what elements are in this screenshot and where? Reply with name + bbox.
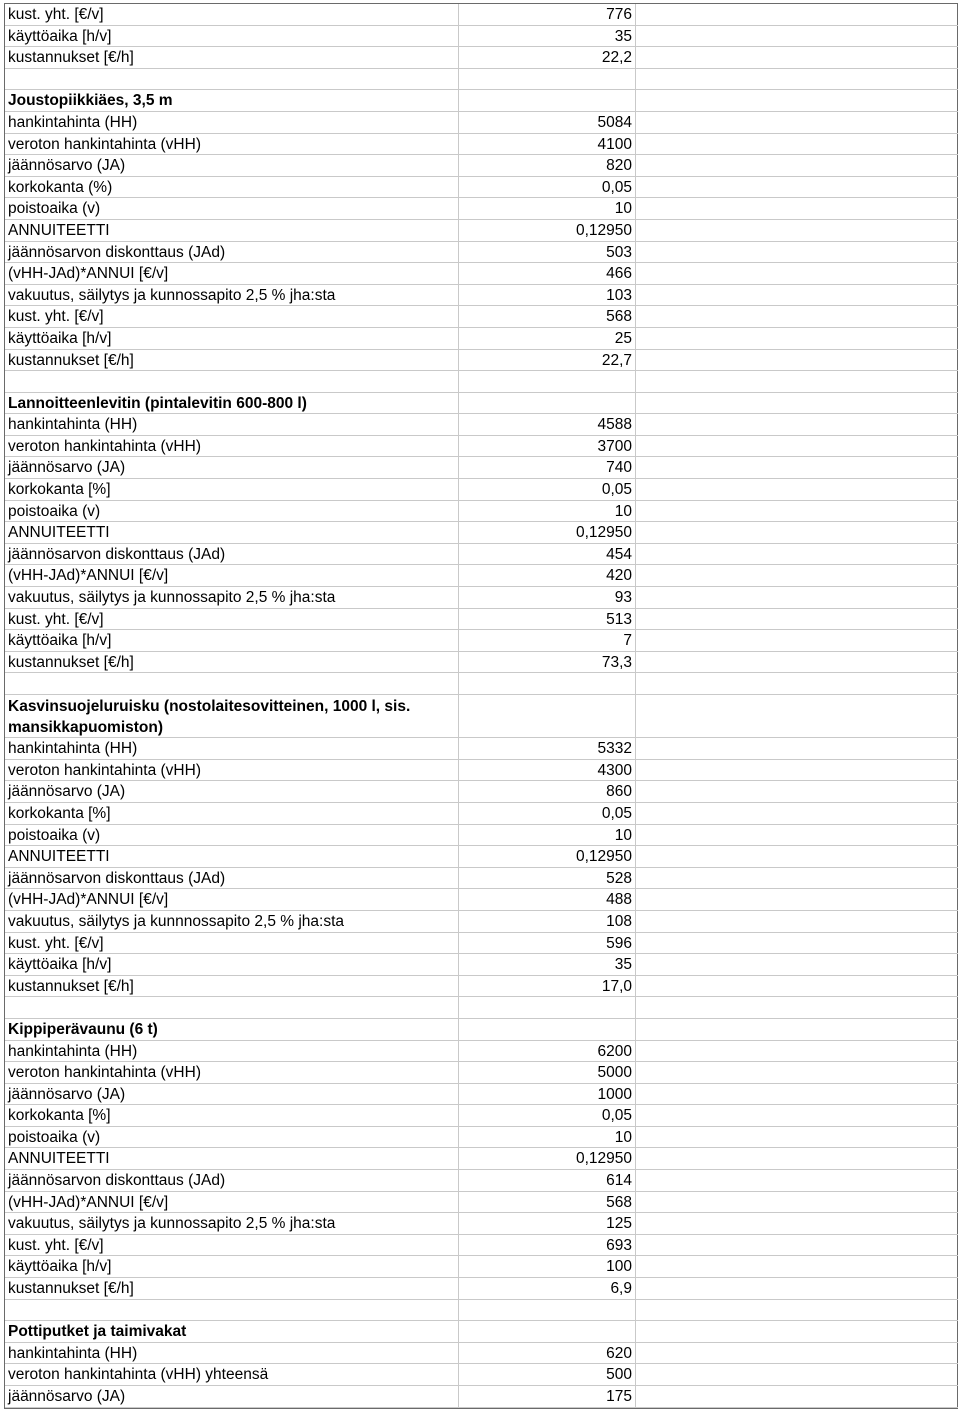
row-value[interactable]: 620	[459, 1343, 636, 1364]
empty-cell[interactable]	[636, 371, 958, 392]
table-row	[5, 889, 958, 911]
empty-cell[interactable]	[636, 933, 958, 954]
row-value[interactable]: 4588	[459, 414, 636, 435]
row-value[interactable]: 7	[459, 630, 636, 651]
empty-cell[interactable]	[636, 846, 958, 867]
row-label[interactable]: ANNUITEETTI	[5, 522, 459, 543]
section-title[interactable]: Lannoitteenlevitin (pintalevitin 600-800 l)	[5, 393, 459, 414]
table-row	[5, 1127, 958, 1149]
row-label[interactable]: (vHH-JAd)*ANNUI [€/v]	[5, 565, 459, 586]
row-label[interactable]: käyttöaika [h/v]	[5, 26, 459, 47]
row-label[interactable]	[5, 69, 459, 90]
row-value[interactable]	[459, 1019, 636, 1040]
row-label[interactable]: hankintahinta (HH)	[5, 1041, 459, 1062]
row-label[interactable]: jäännösarvo (JA)	[5, 1386, 459, 1407]
table-row	[5, 328, 958, 350]
row-label[interactable]: jäännösarvo (JA)	[5, 1084, 459, 1105]
empty-cell[interactable]	[636, 911, 958, 932]
row-label[interactable]: kustannukset [€/h]	[5, 47, 459, 68]
empty-cell[interactable]	[636, 1300, 958, 1321]
row-value[interactable]: 125	[459, 1213, 636, 1234]
empty-cell[interactable]	[636, 1343, 958, 1364]
empty-cell[interactable]	[636, 565, 958, 586]
row-value[interactable]: 860	[459, 781, 636, 802]
row-label[interactable]: poistoaika (v)	[5, 1127, 459, 1148]
table-row	[5, 1041, 958, 1063]
empty-cell[interactable]	[636, 760, 958, 781]
empty-cell[interactable]	[636, 263, 958, 284]
empty-cell[interactable]	[636, 738, 958, 759]
table-row	[5, 933, 958, 955]
table-row	[5, 501, 958, 523]
table-row	[5, 1213, 958, 1235]
empty-cell[interactable]	[636, 1084, 958, 1105]
row-value[interactable]: 5332	[459, 738, 636, 759]
row-value[interactable]: 4300	[459, 760, 636, 781]
row-label[interactable]: vakuutus, säilytys ja kunnossapito 2,5 % jha:sta	[5, 1213, 459, 1234]
row-label[interactable]: hankintahinta (HH)	[5, 1343, 459, 1364]
empty-cell[interactable]	[636, 1127, 958, 1148]
empty-cell[interactable]	[636, 673, 958, 694]
empty-cell[interactable]	[636, 436, 958, 457]
section-title[interactable]: Pottiputket ja taimivakat	[5, 1321, 459, 1342]
row-label[interactable]: kust. yht. [€/v]	[5, 933, 459, 954]
empty-cell[interactable]	[636, 544, 958, 565]
table-row	[5, 1386, 958, 1408]
row-value[interactable]: 0,05	[459, 803, 636, 824]
row-value[interactable]: 0,12950	[459, 522, 636, 543]
empty-cell[interactable]	[636, 1256, 958, 1277]
row-value[interactable]: 35	[459, 954, 636, 975]
table-row	[5, 242, 958, 264]
row-value[interactable]: 454	[459, 544, 636, 565]
empty-cell[interactable]	[636, 306, 958, 327]
empty-cell[interactable]	[636, 177, 958, 198]
table-row	[5, 1192, 958, 1214]
empty-cell[interactable]	[636, 868, 958, 889]
row-value[interactable]: 0,12950	[459, 1148, 636, 1169]
table-row	[5, 263, 958, 285]
table-row	[5, 738, 958, 760]
table-row	[5, 1278, 958, 1300]
empty-cell[interactable]	[636, 1041, 958, 1062]
row-value[interactable]: 0,05	[459, 177, 636, 198]
row-label[interactable]: veroton hankintahinta (vHH)	[5, 760, 459, 781]
table-row	[5, 1148, 958, 1170]
spacer-row	[5, 673, 958, 695]
section-header-row	[5, 393, 958, 415]
table-row	[5, 781, 958, 803]
row-value[interactable]: 596	[459, 933, 636, 954]
row-label[interactable]: kustannukset [€/h]	[5, 652, 459, 673]
row-label[interactable]: (vHH-JAd)*ANNUI [€/v]	[5, 889, 459, 910]
row-value[interactable]	[459, 393, 636, 414]
table-row	[5, 285, 958, 307]
row-label[interactable]: kust. yht. [€/v]	[5, 1235, 459, 1256]
row-label[interactable]: ANNUITEETTI	[5, 846, 459, 867]
row-label[interactable]: vakuutus, säilytys ja kunnossapito 2,5 % jha:sta	[5, 285, 459, 306]
row-label[interactable]: korkokanta [%]	[5, 1105, 459, 1126]
empty-cell[interactable]	[636, 4, 958, 25]
row-label[interactable]: veroton hankintahinta (vHH)	[5, 436, 459, 457]
table-row	[5, 565, 958, 587]
row-value[interactable]: 0,12950	[459, 846, 636, 867]
row-label[interactable]: kustannukset [€/h]	[5, 1278, 459, 1299]
empty-cell[interactable]	[636, 47, 958, 68]
row-value[interactable]: 6200	[459, 1041, 636, 1062]
table-row	[5, 26, 958, 48]
row-value[interactable]: 503	[459, 242, 636, 263]
section-header-row	[5, 1321, 958, 1343]
row-value[interactable]	[459, 695, 636, 737]
empty-cell[interactable]	[636, 328, 958, 349]
row-label[interactable]: jäännösarvon diskonttaus (JAd)	[5, 544, 459, 565]
table-row	[5, 846, 958, 868]
row-label[interactable]: käyttöaika [h/v]	[5, 630, 459, 651]
empty-cell[interactable]	[636, 889, 958, 910]
row-value[interactable]: 73,3	[459, 652, 636, 673]
row-value[interactable]: 420	[459, 565, 636, 586]
empty-cell[interactable]	[636, 954, 958, 975]
row-value[interactable]	[459, 69, 636, 90]
empty-cell[interactable]	[636, 1192, 958, 1213]
row-label[interactable]: kust. yht. [€/v]	[5, 4, 459, 25]
row-value[interactable]: 22,2	[459, 47, 636, 68]
row-label[interactable]: hankintahinta (HH)	[5, 112, 459, 133]
empty-cell[interactable]	[636, 69, 958, 90]
empty-cell[interactable]	[636, 242, 958, 263]
row-value[interactable]: 488	[459, 889, 636, 910]
row-label[interactable]: hankintahinta (HH)	[5, 738, 459, 759]
row-value[interactable]: 528	[459, 868, 636, 889]
row-label[interactable]: käyttöaika [h/v]	[5, 1256, 459, 1277]
table-row	[5, 544, 958, 566]
row-label[interactable]: poistoaika (v)	[5, 501, 459, 522]
table-row	[5, 155, 958, 177]
row-label[interactable]: kustannukset [€/h]	[5, 350, 459, 371]
empty-cell[interactable]	[636, 1105, 958, 1126]
row-value[interactable]	[459, 90, 636, 111]
table-row	[5, 47, 958, 69]
row-value[interactable]: 1000	[459, 1084, 636, 1105]
table-row	[5, 760, 958, 782]
section-header-row	[5, 90, 958, 112]
empty-cell[interactable]	[636, 1364, 958, 1385]
row-value[interactable]: 740	[459, 457, 636, 478]
row-value[interactable]: 4100	[459, 134, 636, 155]
row-label[interactable]: jäännösarvon diskonttaus (JAd)	[5, 1170, 459, 1191]
row-value[interactable]: 568	[459, 306, 636, 327]
row-label[interactable]: jäännösarvo (JA)	[5, 781, 459, 802]
row-label[interactable]: hankintahinta (HH)	[5, 414, 459, 435]
row-value[interactable]: 776	[459, 4, 636, 25]
row-value[interactable]: 17,0	[459, 976, 636, 997]
table-row	[5, 1343, 958, 1365]
row-label[interactable]	[5, 371, 459, 392]
empty-cell[interactable]	[636, 220, 958, 241]
row-label[interactable]: jäännösarvo (JA)	[5, 457, 459, 478]
row-value[interactable]	[459, 1300, 636, 1321]
row-value[interactable]: 93	[459, 587, 636, 608]
row-label[interactable]: kust. yht. [€/v]	[5, 306, 459, 327]
row-value[interactable]: 22,7	[459, 350, 636, 371]
row-value[interactable]: 6,9	[459, 1278, 636, 1299]
empty-cell[interactable]	[636, 501, 958, 522]
table-row	[5, 587, 958, 609]
empty-cell[interactable]	[636, 1278, 958, 1299]
spacer-row	[5, 371, 958, 393]
empty-cell[interactable]	[636, 112, 958, 133]
row-label[interactable]: käyttöaika [h/v]	[5, 328, 459, 349]
row-label[interactable]: jäännösarvo (JA)	[5, 155, 459, 176]
table-row	[5, 911, 958, 933]
row-label[interactable]: jäännösarvon diskonttaus (JAd)	[5, 868, 459, 889]
row-label[interactable]: ANNUITEETTI	[5, 1148, 459, 1169]
empty-cell[interactable]	[636, 695, 958, 737]
row-value[interactable]	[459, 371, 636, 392]
table-row	[5, 954, 958, 976]
table-row	[5, 1364, 958, 1386]
row-value[interactable]: 693	[459, 1235, 636, 1256]
spacer-row	[5, 997, 958, 1019]
table-row	[5, 1062, 958, 1084]
table-row	[5, 177, 958, 199]
empty-cell[interactable]	[636, 479, 958, 500]
row-value[interactable]	[459, 1321, 636, 1342]
row-value[interactable]: 0,05	[459, 1105, 636, 1126]
empty-cell[interactable]	[636, 1321, 958, 1342]
row-label[interactable]: jäännösarvon diskonttaus (JAd)	[5, 242, 459, 263]
empty-cell[interactable]	[636, 1148, 958, 1169]
table-row	[5, 522, 958, 544]
row-label[interactable]: vakuutus, säilytys ja kunnossapito 2,5 % jha:sta	[5, 587, 459, 608]
table-row	[5, 1084, 958, 1106]
row-value[interactable]: 10	[459, 198, 636, 219]
row-value[interactable]: 466	[459, 263, 636, 284]
table-row	[5, 1256, 958, 1278]
table-row	[5, 803, 958, 825]
row-label[interactable]: korkokanta [%]	[5, 803, 459, 824]
section-title[interactable]: Kippiperävaunu (6 t)	[5, 1019, 459, 1040]
row-value[interactable]: 0,05	[459, 479, 636, 500]
section-header-row	[5, 1019, 958, 1041]
empty-cell[interactable]	[636, 1019, 958, 1040]
empty-cell[interactable]	[636, 997, 958, 1018]
table-row	[5, 220, 958, 242]
table-row	[5, 306, 958, 328]
table-row	[5, 825, 958, 847]
row-label[interactable]	[5, 1300, 459, 1321]
table-row	[5, 1170, 958, 1192]
row-value[interactable]: 10	[459, 1127, 636, 1148]
table-row	[5, 4, 958, 26]
empty-cell[interactable]	[636, 522, 958, 543]
empty-cell[interactable]	[636, 90, 958, 111]
row-label[interactable]: korkokanta [%]	[5, 479, 459, 500]
table-row	[5, 976, 958, 998]
row-value[interactable]: 614	[459, 1170, 636, 1191]
row-label[interactable]: vakuutus, säilytys ja kunnnossapito 2,5 % jha:sta	[5, 911, 459, 932]
empty-cell[interactable]	[636, 198, 958, 219]
row-label[interactable]: (vHH-JAd)*ANNUI [€/v]	[5, 263, 459, 284]
empty-cell[interactable]	[636, 1062, 958, 1083]
row-value[interactable]: 35	[459, 26, 636, 47]
row-value[interactable]: 108	[459, 911, 636, 932]
table-row	[5, 112, 958, 134]
row-label[interactable]	[5, 673, 459, 694]
row-value[interactable]: 103	[459, 285, 636, 306]
empty-cell[interactable]	[636, 414, 958, 435]
row-value[interactable]: 25	[459, 328, 636, 349]
empty-cell[interactable]	[636, 350, 958, 371]
empty-cell[interactable]	[636, 393, 958, 414]
row-label[interactable]: poistoaika (v)	[5, 198, 459, 219]
empty-cell[interactable]	[636, 781, 958, 802]
table-row	[5, 414, 958, 436]
spacer-row	[5, 1300, 958, 1322]
row-label[interactable]: veroton hankintahinta (vHH)	[5, 1062, 459, 1083]
empty-cell[interactable]	[636, 285, 958, 306]
empty-cell[interactable]	[636, 1213, 958, 1234]
row-value[interactable]: 513	[459, 609, 636, 630]
table-row	[5, 652, 958, 674]
row-value[interactable]	[459, 673, 636, 694]
row-label[interactable]: poistoaika (v)	[5, 825, 459, 846]
empty-cell[interactable]	[636, 134, 958, 155]
table-row	[5, 198, 958, 220]
empty-cell[interactable]	[636, 1386, 958, 1407]
empty-cell[interactable]	[636, 587, 958, 608]
table-row	[5, 350, 958, 372]
row-value[interactable]: 568	[459, 1192, 636, 1213]
table-row	[5, 868, 958, 890]
row-value[interactable]: 5000	[459, 1062, 636, 1083]
row-label[interactable]: korkokanta (%)	[5, 177, 459, 198]
row-value[interactable]: 10	[459, 825, 636, 846]
table-row	[5, 630, 958, 652]
row-value[interactable]: 10	[459, 501, 636, 522]
empty-cell[interactable]	[636, 457, 958, 478]
row-value[interactable]: 175	[459, 1386, 636, 1407]
empty-cell[interactable]	[636, 630, 958, 651]
spacer-row	[5, 69, 958, 91]
row-value[interactable]	[459, 997, 636, 1018]
spreadsheet	[4, 3, 958, 1409]
table-row	[5, 436, 958, 458]
row-label[interactable]	[5, 997, 459, 1018]
table-row	[5, 1105, 958, 1127]
row-value[interactable]: 500	[459, 1364, 636, 1385]
table-row	[5, 134, 958, 156]
row-label[interactable]: kust. yht. [€/v]	[5, 609, 459, 630]
empty-cell[interactable]	[636, 652, 958, 673]
row-value[interactable]: 100	[459, 1256, 636, 1277]
row-label[interactable]: käyttöaika [h/v]	[5, 954, 459, 975]
row-value[interactable]: 820	[459, 155, 636, 176]
row-value[interactable]: 0,12950	[459, 220, 636, 241]
row-value[interactable]: 5084	[459, 112, 636, 133]
empty-cell[interactable]	[636, 825, 958, 846]
section-title[interactable]: Kasvinsuojeluruisku (nostolaitesovitteinen, 1000 l, sis. mansikkapuomiston)	[5, 695, 459, 737]
empty-cell[interactable]	[636, 1235, 958, 1256]
empty-cell[interactable]	[636, 155, 958, 176]
section-header-row	[5, 695, 958, 738]
empty-cell[interactable]	[636, 976, 958, 997]
row-label[interactable]: (vHH-JAd)*ANNUI [€/v]	[5, 1192, 459, 1213]
table-row	[5, 609, 958, 631]
empty-cell[interactable]	[636, 609, 958, 630]
empty-cell[interactable]	[636, 26, 958, 47]
empty-cell[interactable]	[636, 1170, 958, 1191]
empty-cell[interactable]	[636, 803, 958, 824]
table-row	[5, 457, 958, 479]
row-label[interactable]: kustannukset [€/h]	[5, 976, 459, 997]
table-row	[5, 1235, 958, 1257]
row-label[interactable]: veroton hankintahinta (vHH)	[5, 134, 459, 155]
row-label[interactable]: ANNUITEETTI	[5, 220, 459, 241]
table-row	[5, 479, 958, 501]
row-value[interactable]: 3700	[459, 436, 636, 457]
row-label[interactable]: veroton hankintahinta (vHH) yhteensä	[5, 1364, 459, 1385]
section-title[interactable]: Joustopiikkiäes, 3,5 m	[5, 90, 459, 111]
